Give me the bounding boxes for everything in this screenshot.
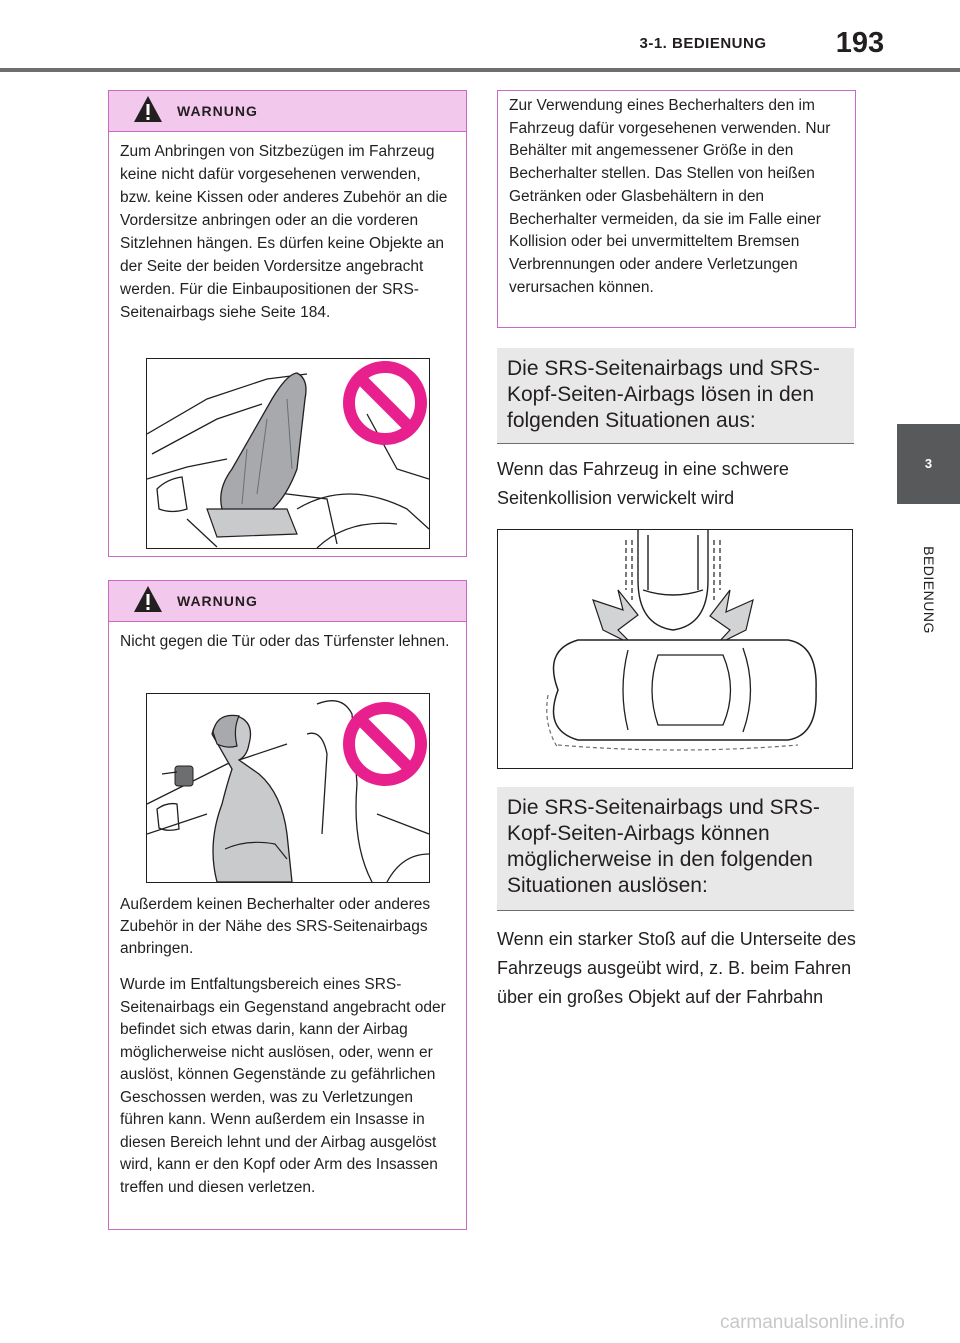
page-number: 193: [835, 27, 885, 59]
section-heading-may-deploy: Die SRS-Seitenairbags und SRS-Kopf-Seiten-Airbags können möglicherweise in den folgenden Situationen auslösen:: [497, 787, 854, 911]
chapter-label-text: BEDIENUNG: [920, 546, 937, 634]
warning-header-2: [109, 581, 466, 622]
warning-text-door: Nicht gegen die Tür oder das Türfenster lehnen.: [120, 633, 450, 650]
door-lean-drawing: [147, 694, 429, 882]
seat-cover-drawing: [147, 359, 429, 548]
side-collision-illustration: [497, 529, 853, 769]
continued-warning-box: [497, 90, 856, 328]
deploy-condition-text: Wenn das Fahrzeug in eine schwere Seitenkollision verwickelt wird: [497, 459, 789, 508]
warning-triangle-icon: [133, 585, 163, 613]
section-title: 3-1. BEDIENUNG: [639, 35, 767, 52]
cupholder-text: Zur Verwendung eines Becherhalters den im Fahrzeug dafür vorgesehenen verwenden. Nur Behälter mit angemessener Größe in den Becherhalter stellen. Das Stellen von heißen Getränken oder Glasbehältern in den Becherhalter vermeiden, da sie im Falle einer Kollision oder bei unvermitteltem Bremsen Verbrennungen oder andere Verletzungen verursachen können.: [509, 97, 831, 296]
watermark: carmanualsonline.info: [720, 1312, 905, 1333]
warning-text-deployment: Wurde im Entfaltungsbereich eines SRS-Seitenairbags ein Gegenstand angebracht oder befindet sich etwas darin, kann der Airbag möglicherweise nicht auslösen, oder, wenn er auslöst, können Gegenstände zu gefährlichen Geschossen werden, was zu Verletzungen führen kann. Wenn außerdem ein Insasse in diesen Bereich lehnt und der Airbag ausgelöst wird, kann er den Kopf oder Arm des Insassen treffen und diesen verletzen.: [120, 976, 446, 1196]
section-heading-deploy: Die SRS-Seitenairbags und SRS-Kopf-Seiten-Airbags lösen in den folgenden Situationen aus:: [497, 348, 854, 444]
may-deploy-condition-text: Wenn ein starker Stoß auf die Unterseite des Fahrzeugs ausgeübt wird, z. B. beim Fahren über ein großes Objekt auf der Fahrbahn: [497, 929, 856, 1007]
warning-text: Zum Anbringen von Sitzbezügen im Fahrzeug keine nicht dafür vorgesehenen verwenden, bzw. keine Kissen oder anderes Zubehör an die Vordersitze anbringen oder an die vorderen Sitzlehnen hängen. Es dürfen keine Objekte an der Seite der beiden Vordersitze angebracht werden. Für die Einbaupositionen der SRS-Seitenairbags siehe Seite 184.: [120, 143, 448, 321]
chapter-label: [897, 515, 960, 665]
warning-title-2: WARNUNG: [177, 593, 258, 609]
seat-cover-illustration: [146, 358, 430, 549]
warning-title: WARNUNG: [177, 103, 258, 119]
header-divider: [0, 68, 960, 72]
door-lean-illustration: [146, 693, 430, 883]
warning-text-cupholder: Außerdem keinen Becherhalter oder anderes Zubehör in der Nähe des SRS-Seitenairbags anbringen.: [120, 896, 431, 957]
warning-box-seat-covers: [108, 90, 467, 557]
side-collision-drawing: [498, 530, 852, 768]
warning-header: [109, 91, 466, 132]
warning-box-door-lean: [108, 580, 467, 1230]
warning-triangle-icon: [133, 95, 163, 123]
chapter-tab: 3: [897, 424, 960, 504]
